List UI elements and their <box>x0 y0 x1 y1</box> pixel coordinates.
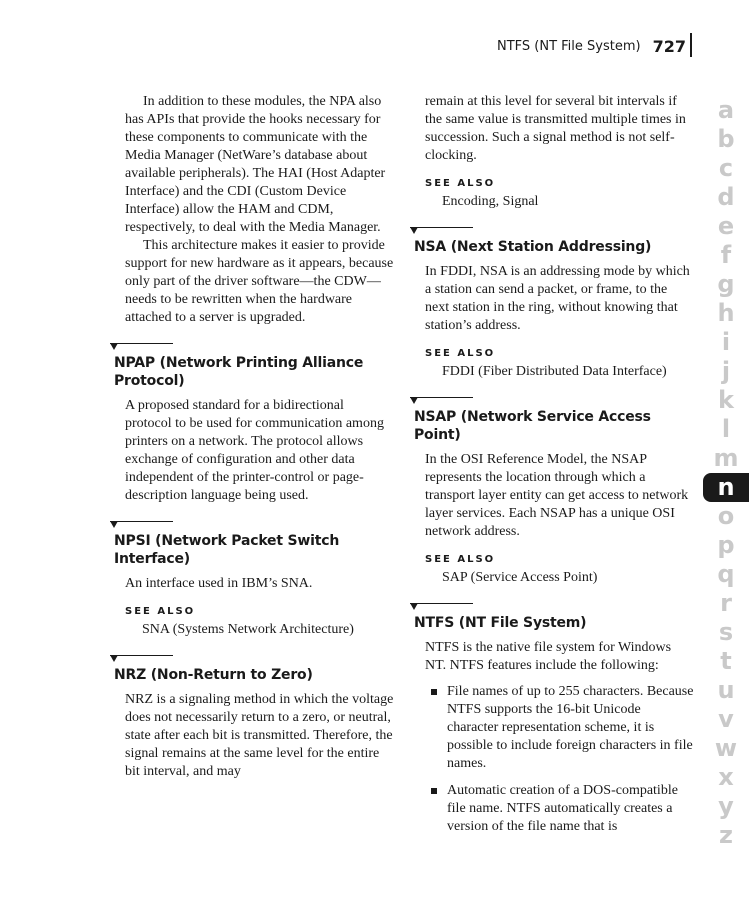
see-also-label: SEE ALSO <box>425 348 496 359</box>
thumb-index-letter-z[interactable]: z <box>719 821 733 849</box>
entry-npap <box>114 343 394 505</box>
feature-list <box>414 683 694 836</box>
entry-ntfs <box>414 603 694 836</box>
thumb-index-letter-n[interactable]: n <box>703 473 749 502</box>
thumb-index-letter-l[interactable]: l <box>721 415 731 443</box>
thumb-index-letter-r[interactable]: r <box>720 589 732 617</box>
entry-nsap <box>414 397 694 587</box>
entry-marker <box>110 655 173 666</box>
thumb-index-letter-u[interactable]: u <box>717 676 735 704</box>
entry-heading: NRZ (Non-Return to Zero) <box>114 667 313 683</box>
right-column <box>414 93 694 845</box>
intro-paragraph: In addition to these modules, the NPA also has APIs that provide the hooks necessary for these components to communicate with the Media Manager (NetWare’s database about available peripherals). The HAI (Host Adapter Interface) and the CDI (Custom Device Interface) allow the HAM and CDM, respectively, to deal with the Media Manager. <box>125 94 386 235</box>
see-also-label: SEE ALSO <box>425 554 496 565</box>
list-item-text: Automatic creation of a DOS-compatible file name. NTFS automatically creates a version of the file name that is <box>447 783 678 834</box>
thumb-index-letter-y[interactable]: y <box>718 792 734 820</box>
thumb-index-letter-c[interactable]: c <box>718 154 734 182</box>
triangle-marker-icon <box>110 343 118 350</box>
thumb-index-letter-f[interactable]: f <box>720 241 732 269</box>
thumb-index-letter-v[interactable]: v <box>718 705 734 733</box>
entry-heading: NTFS (NT File System) <box>414 615 587 631</box>
thumb-index-letter-w[interactable]: w <box>714 734 738 762</box>
see-also-reference: FDDI (Fiber Distributed Data Interface) <box>442 364 667 379</box>
entry-nrz <box>114 655 394 781</box>
thumb-index-letter-h[interactable]: h <box>717 299 735 327</box>
entry-body: An interface used in IBM’s SNA. <box>125 576 313 591</box>
page-number: 727 <box>652 37 686 56</box>
triangle-marker-icon <box>110 655 118 662</box>
entry-body: In FDDI, NSA is an addressing mode by which a station can send a packet, or frame, to the next station in the ring, without knowing that station’s address. <box>425 264 690 333</box>
entry-body-continued: remain at this level for several bit intervals if the same value is transmitted multiple times in succession. Such a signal method is not self-clocking. <box>425 94 686 163</box>
entry-body: NRZ is a signaling method in which the voltage does not necessarily return to a zero, or neutral, state after each bit is transmitted. Therefore, the signal remains at the same level for the entire bit interval, and may <box>125 692 394 779</box>
list-item-text: File names of up to 255 characters. Because NTFS supports the 16-bit Unicode character representation scheme, it is possible to include foreign characters in file names. <box>447 684 694 771</box>
entry-heading: NSA (Next Station Addressing) <box>414 239 652 255</box>
intro-section <box>114 93 394 327</box>
see-also-reference: Encoding, Signal <box>442 194 539 209</box>
list-item <box>425 683 694 773</box>
thumb-index-letter-j[interactable]: j <box>721 357 731 385</box>
thumb-index-letter-o[interactable]: o <box>717 502 735 530</box>
see-also-reference: SAP (Service Access Point) <box>442 570 598 585</box>
thumb-index-letter-m[interactable]: m <box>713 444 739 472</box>
see-also-reference: SNA (Systems Network Architecture) <box>142 622 354 637</box>
see-also-label: SEE ALSO <box>125 606 196 617</box>
alphabet-thumb-index <box>703 96 749 850</box>
left-column <box>114 93 394 781</box>
thumb-index-letter-a[interactable]: a <box>717 96 735 124</box>
entry-body: In the OSI Reference Model, the NSAP represents the location through which a transport layer entity can get access to network layer services. Each NSAP has a unique OSI network address. <box>425 452 689 539</box>
thumb-index-letter-b[interactable]: b <box>717 125 735 153</box>
running-header <box>497 33 692 57</box>
entry-heading: NSAP (Network Service Access Point) <box>414 409 651 443</box>
triangle-marker-icon <box>410 603 418 610</box>
triangle-marker-icon <box>110 521 118 528</box>
entry-marker <box>410 397 473 408</box>
thumb-index-letter-i[interactable]: i <box>721 328 731 356</box>
square-bullet-icon <box>431 689 437 695</box>
thumb-index-letter-d[interactable]: d <box>717 183 735 211</box>
triangle-marker-icon <box>410 397 418 404</box>
triangle-marker-icon <box>410 227 418 234</box>
list-item <box>425 782 694 836</box>
running-title: NTFS (NT File System) <box>496 39 641 54</box>
thumb-index-letter-s[interactable]: s <box>718 618 734 646</box>
entry-body: A proposed standard for a bidirectional protocol to be used for communication among printers on a network. The protocol allows exchange of configuration and other data independent of the printer-control or page-description language being used. <box>125 398 384 503</box>
thumb-index-letter-p[interactable]: p <box>717 531 735 559</box>
entry-marker <box>110 521 173 532</box>
thumb-index-letter-t[interactable]: t <box>720 647 732 675</box>
entry-marker <box>110 343 173 354</box>
entry-npsi <box>114 521 394 639</box>
entry-heading: NPSI (Network Packet Switch Interface) <box>114 533 340 567</box>
thumb-index-letter-e[interactable]: e <box>717 212 735 240</box>
intro-paragraph: This architecture makes it easier to provide support for new hardware as it appears, because only part of the driver software—the CDW—needs to be rewritten when the hardware attached to a server is upgraded. <box>125 238 394 325</box>
see-also-label: SEE ALSO <box>425 178 496 189</box>
entry-nsa <box>414 227 694 381</box>
thumb-index-letter-g[interactable]: g <box>717 270 735 298</box>
entry-body: NTFS is the native file system for Windows NT. NTFS features include the following: <box>425 640 672 673</box>
thumb-index-letter-k[interactable]: k <box>718 386 734 414</box>
entry-heading: NPAP (Network Printing Alliance Protocol) <box>114 355 364 389</box>
entry-marker <box>410 227 473 238</box>
nrz-continued-section <box>414 93 694 165</box>
thumb-index-letter-x[interactable]: x <box>718 763 734 791</box>
thumb-index-letter-q[interactable]: q <box>717 560 735 588</box>
square-bullet-icon <box>431 788 437 794</box>
entry-marker <box>410 603 473 614</box>
